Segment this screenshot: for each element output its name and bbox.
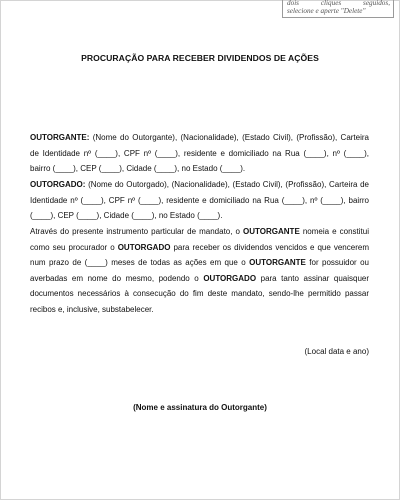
outorgante-paragraph	[30, 130, 369, 177]
instruction-note-line-2: selecione e aperte "Delete"	[287, 7, 366, 15]
mandate-text-4: for possuidor ou averbadas em nome do mesmo, podendo o	[30, 258, 369, 283]
mandate-text-3: para receber os dividendos vencidos e que vencerem num prazo de (____) meses de todas as ações em que o	[30, 242, 369, 267]
outorgado-label: OUTORGADO:	[30, 180, 86, 189]
document-title: PROCURAÇÃO PARA RECEBER DIVIDENDOS DE AÇÕES	[81, 53, 319, 63]
mandate-outorgante-2: OUTORGANTE	[249, 258, 306, 267]
mandate-text-5: para tanto assinar quaisquer documentos necessários à consecução do fim deste mandato, sendo-lhe permitido passar recibos e, inclusive, substabelecer.	[30, 273, 370, 314]
mandate-outorgado-1: OUTORGADO	[117, 242, 171, 252]
outorgante-label: OUTORGANTE:	[30, 133, 90, 142]
outorgado-paragraph	[30, 177, 369, 224]
signature-line: (Nome e assinatura do Outorgante)	[133, 403, 267, 412]
instruction-note-line-1: dois cliques seguidos,	[287, 0, 390, 7]
mandate-text-2: nomeia e constitui como seu procurador o	[30, 227, 369, 252]
local-date: (Local data e ano)	[304, 347, 369, 356]
instruction-note	[282, 0, 394, 18]
mandate-text-1: Através do presente instrumento particular de mandato, o	[30, 227, 244, 236]
mandate-outorgante-1: OUTORGANTE	[243, 227, 300, 236]
mandate-paragraph	[30, 224, 369, 317]
outorgante-text: (Nome do Outorgante), (Nacionalidade), (Estado Civil), (Profissão), Carteira de Identidade nº (____), CPF nº (____), residente e domiciliado na Rua (____), nº (____), bairro (____), CEP (____), Cidade (____), no Estado (____).	[30, 133, 369, 173]
mandate-outorgado-2: OUTORGADO	[203, 273, 257, 283]
outorgado-text: (Nome do Outorgado), (Nacionalidade), (Estado Civil), (Profissão), Carteira de Identidade nº (____), CPF nº (____), residente e domiciliado na Rua (____), nº (____), bairro (____), CEP (____), Cidade (____), no Estado (____).	[30, 180, 369, 220]
